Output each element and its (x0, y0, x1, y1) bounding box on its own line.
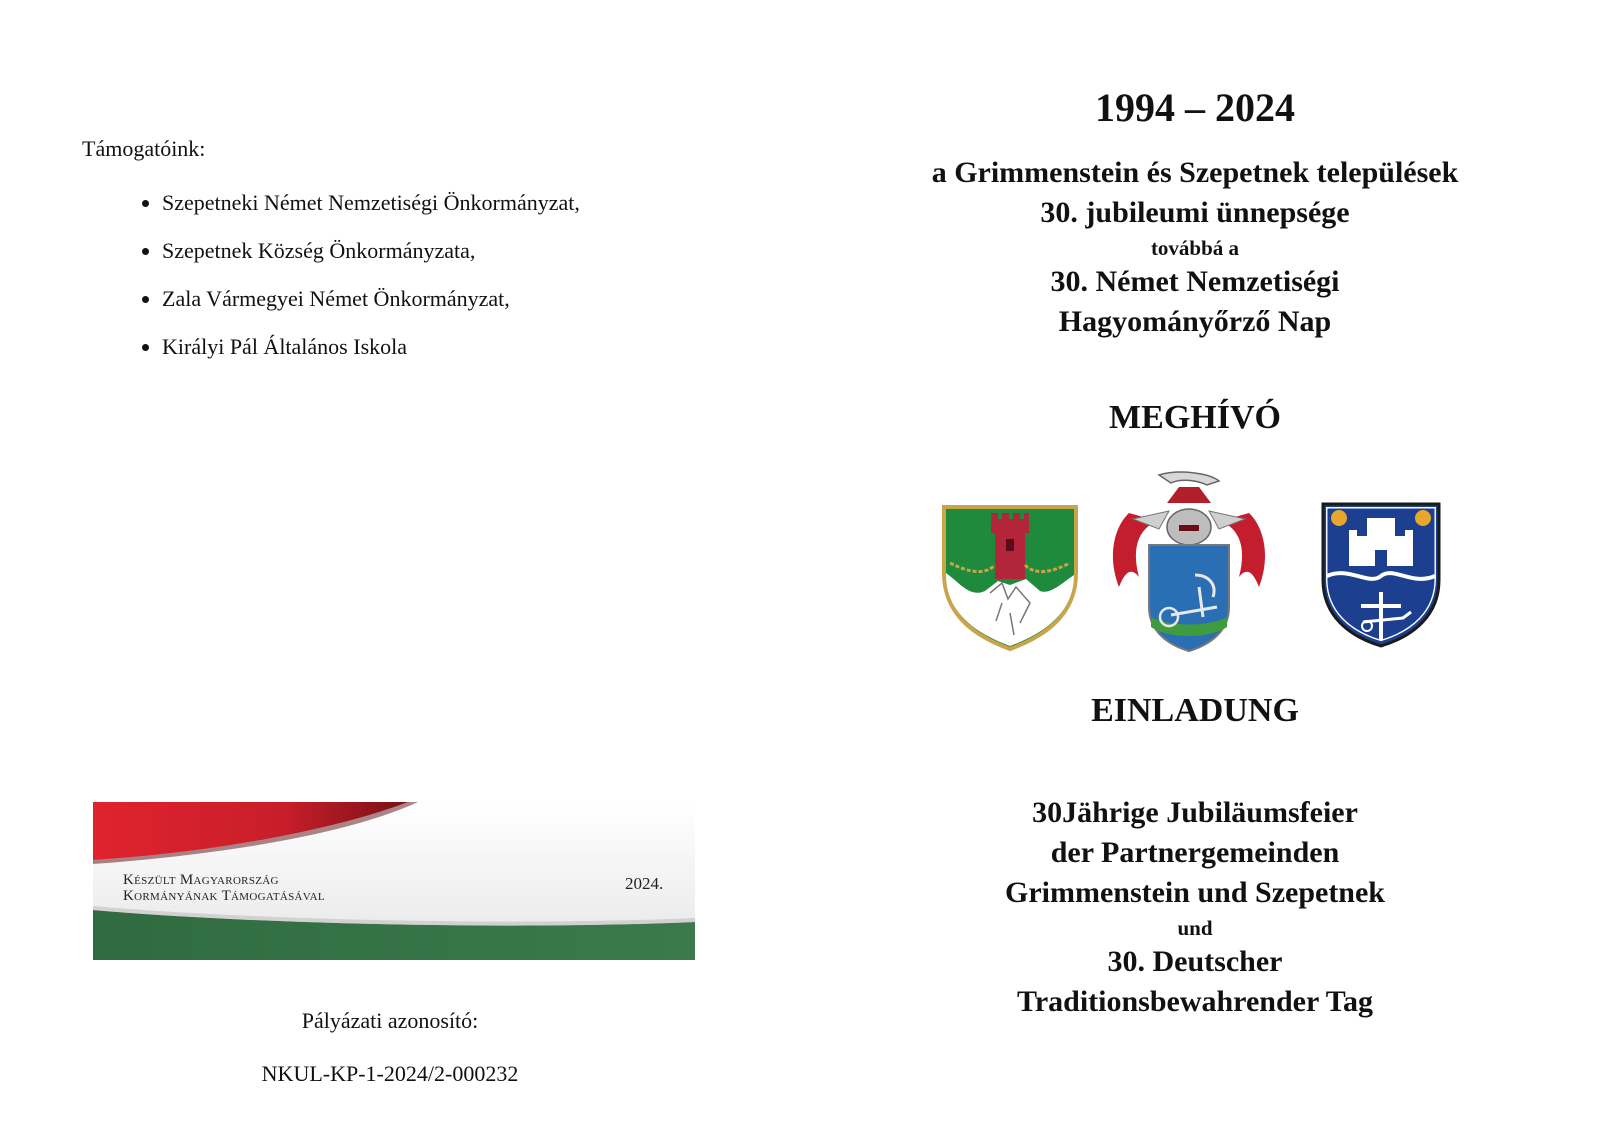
hungarian-title-line: 30. jubileumi ünnepsége (1040, 196, 1350, 229)
sponsors-list (112, 190, 580, 382)
german-title-line: der Partnergemeinden (1050, 836, 1340, 869)
hungarian-title-line: 30. Német Nemzetiségi (1050, 265, 1340, 298)
hungarian-title-line: Hagyományőrző Nap (1058, 305, 1332, 338)
government-support-banner (93, 802, 695, 960)
banner-caption-line2: Kormányának Támogatásával (123, 888, 325, 904)
invitation-hungarian: MEGHÍVÓ (1109, 399, 1281, 436)
german-title-line: und (1177, 916, 1213, 940)
sponsor-item: • Szepetnek Község Önkormányzata, (162, 238, 580, 263)
grimmenstein-crest-icon (940, 503, 1080, 653)
grant-id-value: NKUL-KP-1-2024/2-000232 (261, 1061, 519, 1086)
banner-caption-line1: Készült Magyarország (123, 872, 279, 888)
hungarian-title-line: továbbá a (1150, 236, 1240, 260)
german-title-line: Grimmenstein und Szepetnek (1004, 876, 1385, 909)
banner-year: 2024. (625, 874, 664, 893)
sponsors-heading: Támogatóink: (82, 136, 206, 161)
hungarian-title-line: a Grimmenstein és Szepetnek települések (931, 156, 1459, 189)
german-title-line: 30. Deutscher (1107, 945, 1283, 978)
invitation-german: EINLADUNG (1091, 692, 1299, 729)
german-title-line: Traditionsbewahrender Tag (1017, 985, 1373, 1018)
right-page (800, 0, 1600, 1131)
german-title-line: 30Jährige Jubiläumsfeier (1032, 796, 1358, 829)
sponsor-item: • Zala Vármegyei Német Önkormányzat, (162, 286, 580, 311)
anniversary-years: 1994 – 2024 (1095, 85, 1295, 130)
zala-county-crest-icon (1319, 500, 1443, 650)
sponsor-item: • Királyi Pál Általános Iskola (162, 334, 580, 359)
banner-caption (123, 872, 325, 904)
sponsor-item: • Szepetneki Német Nemzetiségi Önkormányzat, (162, 190, 580, 215)
grant-id-label: Pályázati azonosító: (301, 1008, 479, 1033)
szepetnek-crest-icon (1099, 467, 1279, 657)
